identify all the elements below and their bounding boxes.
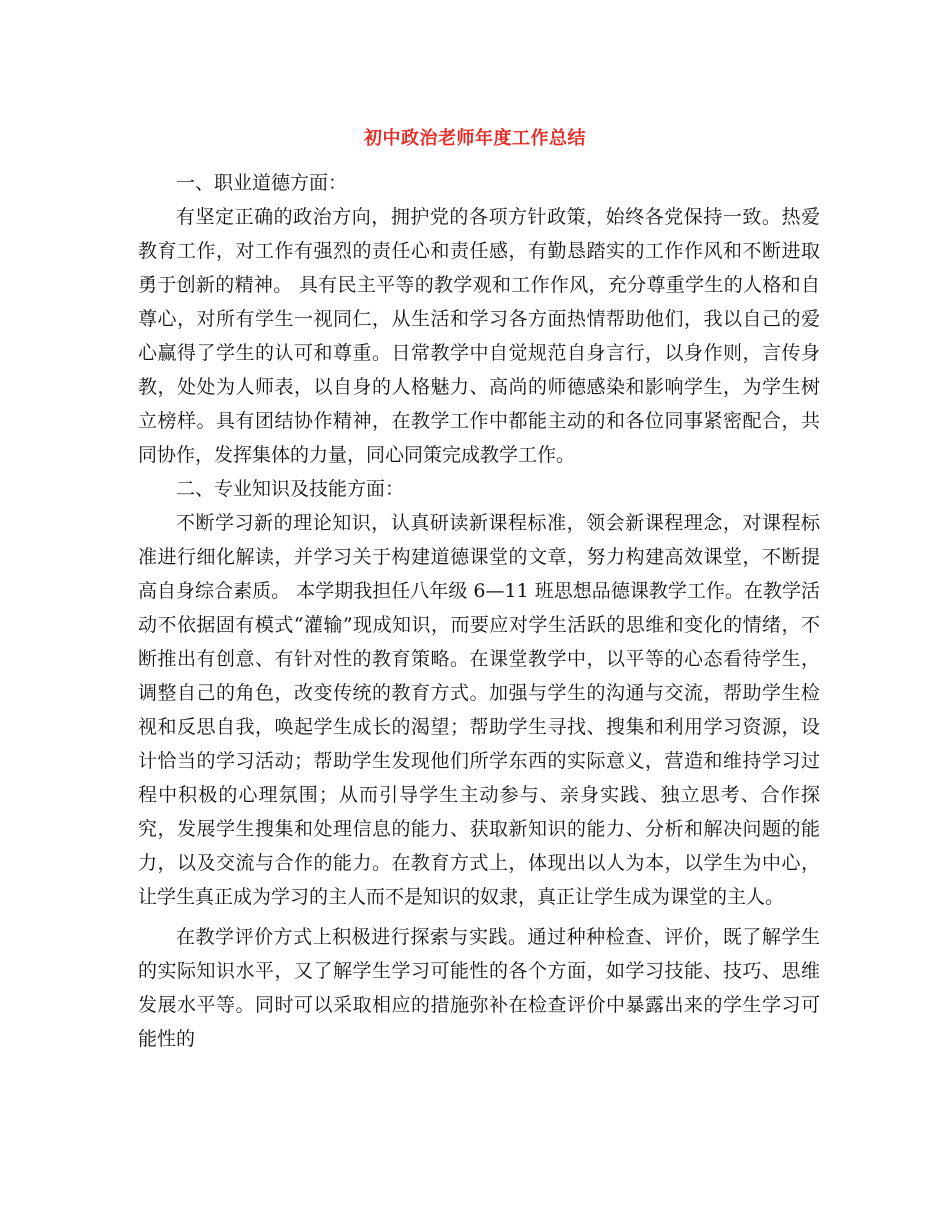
paragraph-teaching-evaluation: 在教学评价方式上积极进行探索与实践。通过种种检查、评价，既了解学生的实际知识水平，又了解学生学习可能性的各个方面，如学习技能、技巧、思维发展水平等。同时可以采取相应的措施弥补在检查评价中暴露出来的学生学习可能性的	[138, 926, 820, 1050]
section-heading-professional-ethics: 一、职业道德方面：	[176, 172, 348, 194]
document-body	[138, 166, 820, 1056]
document-title: 初中政治老师年度工作总结	[364, 128, 586, 149]
paragraph-professional-skills: 不断学习新的理论知识，认真研读新课程标准，领会新课程理念，对课程标准进行细化解读，并学习关于构建道德课堂的文章，努力构建高效课堂，不断提高自身综合素质。 本学期我担任八年级 6—11 班思想品德课教学工作。在教学活动不依据固有模式“灌输”现成知识，而要应对学生活跃的思维和变化的情绪，不断推出有创意、有针对性的教育策略。在课堂教学中，以平等的心态看待学生，调整自己的角色，改变传统的教育方式。加强与学生的沟通与交流，帮助学生检视和反思自我，唤起学生成长的渴望；帮助学生寻找、搜集和利用学习资源，设计恰当的学习活动；帮助学生发现他们所学东西的实际意义，营造和维持学习过程中积极的心理氛围；从而引导学生主动参与、亲身实践、独立思考、合作探究，发展学生搜集和处理信息的能力、获取新知识的能力、分析和解决问题的能力，以及交流与合作的能力。在教育方式上，体现出以人为本，以学生为中心，让学生真正成为学习的主人而不是知识的奴隶，真正让学生成为课堂的主人。	[138, 512, 820, 908]
section-heading-professional-skills: 二、专业知识及技能方面：	[176, 478, 405, 500]
paragraph-professional-ethics: 有坚定正确的政治方向，拥护党的各项方针政策，始终各党保持一致。热爱教育工作，对工作有强烈的责任心和责任感，有勤恳踏实的工作作风和不断进取勇于创新的精神。 具有民主平等的教学观和工作作风，充分尊重学生的人格和自尊心，对所有学生一视同仁，从生活和学习各方面热情帮助他们，我以自己的爱心赢得了学生的认可和尊重。日常教学中自觉规范自身言行，以身作则，言传身教，处处为人师表，以自身的人格魅力、高尚的师德感染和影响学生，为学生树立榜样。具有团结协作精神，在教学工作中都能主动的和各位同事紧密配合，共同协作，发挥集体的力量，同心同策完成教学工作。	[138, 206, 820, 466]
